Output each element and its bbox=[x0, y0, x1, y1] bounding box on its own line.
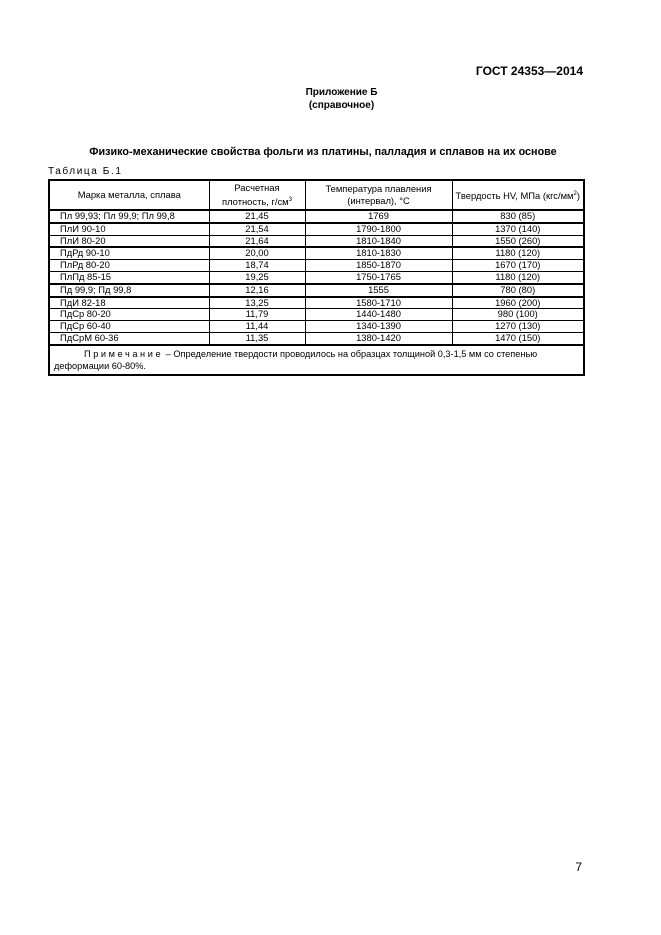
column-header-hardness: Твердость HV, МПа $(кгс/мм^2)$ bbox=[452, 180, 584, 210]
appendix-subtitle: (справочное) bbox=[308, 100, 375, 111]
table-row bbox=[49, 284, 584, 297]
table-row bbox=[49, 235, 584, 247]
cell-density: 21,45 bbox=[209, 210, 305, 223]
table-note bbox=[49, 345, 584, 375]
section-heading: Физико-механические свойства фольги из платины, палладия и сплавов на их основе bbox=[89, 146, 557, 158]
table-row bbox=[49, 223, 584, 235]
cell-hardness: 1180 (120) bbox=[452, 247, 584, 259]
cell-grade: ПдСрМ 60-36 bbox=[49, 332, 209, 344]
document-code: ГОСТ 24353—2014 bbox=[475, 64, 583, 78]
table-row bbox=[49, 297, 584, 309]
cell-grade: ПлИ 80-20 bbox=[49, 235, 209, 247]
cell-density: 12,16 bbox=[209, 284, 305, 297]
cell-hardness: 1670 (170) bbox=[452, 260, 584, 272]
cell-melting: 1810-1830 bbox=[305, 247, 452, 259]
cell-melting: 1790-1800 bbox=[305, 223, 452, 235]
cell-melting: 1555 bbox=[305, 284, 452, 297]
cell-hardness: 780 (80) bbox=[452, 284, 584, 297]
cell-melting: 1580-1710 bbox=[305, 297, 452, 309]
appendix-title: Приложение Б bbox=[305, 87, 378, 98]
cell-grade: ПдСр 60-40 bbox=[49, 321, 209, 333]
page-number: 7 bbox=[575, 860, 582, 874]
cell-hardness: 830 (85) bbox=[452, 210, 584, 223]
table-row bbox=[49, 210, 584, 223]
cell-hardness: 1270 (130) bbox=[452, 321, 584, 333]
cell-density: 13,25 bbox=[209, 297, 305, 309]
cell-hardness: 1550 (260) bbox=[452, 235, 584, 247]
cell-density: 20,00 bbox=[209, 247, 305, 259]
note-label: Примечание bbox=[84, 348, 164, 359]
column-header-grade: Марка металла, сплава bbox=[49, 180, 209, 210]
appendix-heading bbox=[0, 86, 661, 112]
table-row bbox=[49, 309, 584, 321]
cell-density: 18,74 bbox=[209, 260, 305, 272]
cell-density: 21,64 bbox=[209, 235, 305, 247]
table-row bbox=[49, 271, 584, 283]
cell-melting: 1810-1840 bbox=[305, 235, 452, 247]
cell-hardness: 1470 (150) bbox=[452, 332, 584, 344]
column-header-density: Расчетная плотность, $г/см^3$ bbox=[209, 180, 305, 210]
cell-hardness: 1370 (140) bbox=[452, 223, 584, 235]
cell-melting: 1750-1765 bbox=[305, 271, 452, 283]
cell-grade: ПдСр 80-20 bbox=[49, 309, 209, 321]
table-row bbox=[49, 260, 584, 272]
table-row bbox=[49, 321, 584, 333]
cell-grade: ПдРд 90-10 bbox=[49, 247, 209, 259]
cell-melting: 1340-1390 bbox=[305, 321, 452, 333]
cell-density: 11,35 bbox=[209, 332, 305, 344]
cell-grade: Пд 99,9; Пд 99,8 bbox=[49, 284, 209, 297]
note-text: – Определение твердости проводилось на образцах толщиной 0,3-1,5 мм со степенью деформации 60-80%. bbox=[54, 348, 538, 371]
cell-melting: 1440-1480 bbox=[305, 309, 452, 321]
cell-melting: 1769 bbox=[305, 210, 452, 223]
cell-grade: ПлПд 85-15 bbox=[49, 271, 209, 283]
table-note-row bbox=[49, 345, 584, 375]
cell-hardness: 980 (100) bbox=[452, 309, 584, 321]
table-row bbox=[49, 247, 584, 259]
table-caption: Таблица Б.1 bbox=[48, 166, 123, 177]
cell-melting: 1380-1420 bbox=[305, 332, 452, 344]
column-header-melting: Температура плавления (интервал), °С bbox=[305, 180, 452, 210]
table-row bbox=[49, 332, 584, 344]
table-header-row bbox=[49, 180, 584, 210]
cell-grade: ПлРд 80-20 bbox=[49, 260, 209, 272]
cell-grade: ПдИ 82-18 bbox=[49, 297, 209, 309]
cell-hardness: 1180 (120) bbox=[452, 271, 584, 283]
properties-table bbox=[48, 179, 585, 376]
cell-melting: 1850-1870 bbox=[305, 260, 452, 272]
cell-grade: ПлИ 90-10 bbox=[49, 223, 209, 235]
cell-hardness: 1960 (200) bbox=[452, 297, 584, 309]
cell-density: 11,44 bbox=[209, 321, 305, 333]
cell-density: 19,25 bbox=[209, 271, 305, 283]
cell-density: 21,54 bbox=[209, 223, 305, 235]
cell-density: 11,79 bbox=[209, 309, 305, 321]
cell-grade: Пл 99,93; Пл 99,9; Пл 99,8 bbox=[49, 210, 209, 223]
